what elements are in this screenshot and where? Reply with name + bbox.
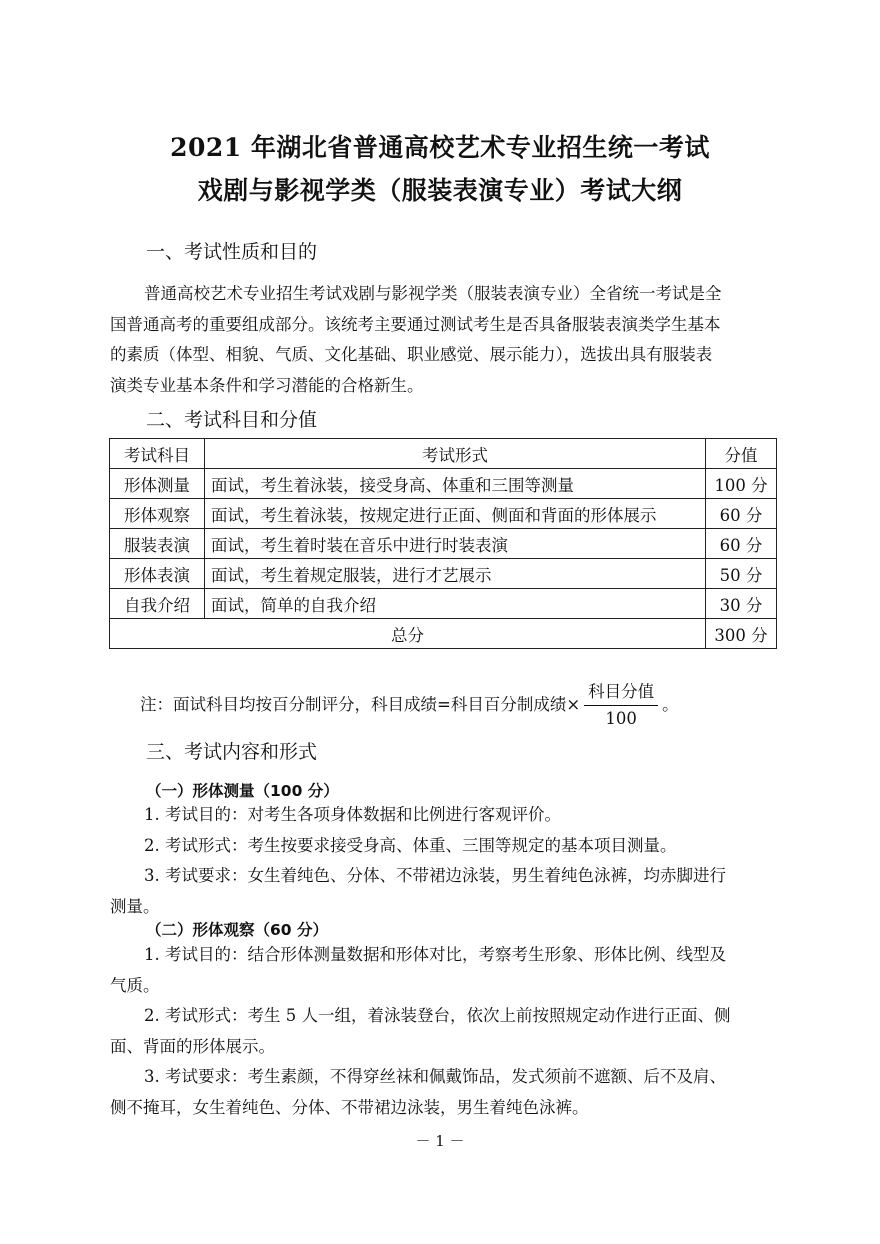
subsection-2-items — [110, 940, 770, 1123]
section-1-paragraph — [110, 279, 770, 401]
table-row — [110, 589, 777, 619]
cell-form: 面试，考生着时装在音乐中进行时装表演 — [205, 529, 706, 559]
section-3-heading: 三、考试内容和形式 — [146, 741, 318, 763]
document-title-line-1: 2021 年湖北省普通高校艺术专业招生统一考试 — [170, 133, 710, 162]
list-item: 3. 考试要求：考生素颜，不得穿丝袜和佩戴饰品，发式须前不遮额、后不及肩、 — [144, 1067, 726, 1086]
page-number: － 1 － — [415, 1132, 465, 1150]
paragraph-line: 国普通高考的重要组成部分。该统考主要通过测试考生是否具备服装表演类学生基本 — [110, 314, 721, 334]
cell-score: 100 分 — [706, 469, 777, 499]
header-subject: 考试科目 — [110, 439, 205, 469]
subsection-2-heading: （二）形体观察（60 分） — [146, 921, 328, 939]
note-end: 。 — [662, 695, 679, 714]
table-header-row — [110, 439, 777, 469]
list-item: 2. 考试形式：考生 5 人一组，着泳装登台，依次上前按照规定动作进行正面、侧 — [144, 1006, 731, 1025]
list-item: 3. 考试要求：女生着纯色、分体、不带裙边泳装，男生着纯色泳裤，均赤脚进行 — [144, 866, 726, 885]
table-total-row — [110, 619, 777, 649]
cell-score: 60 分 — [706, 529, 777, 559]
cell-form: 面试，考生着泳装，按规定进行正面、侧面和背面的形体展示 — [205, 499, 706, 529]
table-row — [110, 499, 777, 529]
cell-subject: 服装表演 — [110, 529, 205, 559]
table-row — [110, 469, 777, 499]
note-text: 注：面试科目均按百分制评分，科目成绩=科目百分制成绩× — [140, 695, 581, 714]
header-score: 分值 — [706, 439, 777, 469]
section-2-heading: 二、考试科目和分值 — [146, 409, 318, 431]
table-row — [110, 529, 777, 559]
list-item-continuation: 面、背面的形体展示。 — [110, 1036, 275, 1056]
paragraph-line: 的素质（体型、相貌、气质、文化基础、职业感觉、展示能力），选拔出具有服装表 — [110, 345, 713, 364]
cell-form: 面试，考生着泳装，接受身高、体重和三围等测量 — [205, 469, 706, 499]
score-formula-note — [140, 678, 679, 728]
fraction-numerator: 科目分值 — [584, 678, 658, 706]
fraction-denominator: 100 — [605, 709, 637, 728]
cell-score: 60 分 — [706, 499, 777, 529]
cell-form: 面试，简单的自我介绍 — [205, 589, 706, 619]
paragraph-line: 演类专业基本条件和学习潜能的合格新生。 — [110, 375, 424, 395]
cell-form: 面试，考生着规定服装，进行才艺展示 — [205, 559, 706, 589]
score-table — [109, 438, 777, 649]
total-label: 总分 — [110, 619, 706, 649]
section-1-heading: 一、考试性质和目的 — [146, 241, 318, 263]
list-item: 1. 考试目的：结合形体测量数据和形体对比，考察考生形象、形体比例、线型及 — [144, 945, 726, 964]
list-item-continuation: 侧不掩耳，女生着纯色、分体、不带裙边泳装，男生着纯色泳裤。 — [110, 1097, 589, 1117]
document-title-line-2: 戏剧与影视学类（服装表演专业）考试大纲 — [197, 176, 683, 205]
cell-subject: 形体表演 — [110, 559, 205, 589]
cell-subject: 自我介绍 — [110, 589, 205, 619]
cell-subject: 形体观察 — [110, 499, 205, 529]
table-row — [110, 559, 777, 589]
header-form: 考试形式 — [205, 439, 706, 469]
list-item-continuation: 气质。 — [110, 975, 160, 995]
total-value: 300 分 — [706, 619, 777, 649]
subsection-1-items — [110, 800, 770, 922]
cell-score: 30 分 — [706, 589, 777, 619]
list-item-continuation: 测量。 — [110, 896, 160, 916]
list-item: 2. 考试形式：考生按要求接受身高、体重、三围等规定的基本项目测量。 — [144, 835, 677, 855]
list-item: 1. 考试目的：对考生各项身体数据和比例进行客观评价。 — [144, 805, 561, 824]
paragraph-line: 普通高校艺术专业招生考试戏剧与影视学类（服装表演专业）全省统一考试是全 — [144, 284, 722, 303]
fraction — [584, 678, 658, 728]
subsection-1-heading: （一）形体测量（100 分） — [146, 782, 339, 800]
cell-score: 50 分 — [706, 559, 777, 589]
cell-subject: 形体测量 — [110, 469, 205, 499]
